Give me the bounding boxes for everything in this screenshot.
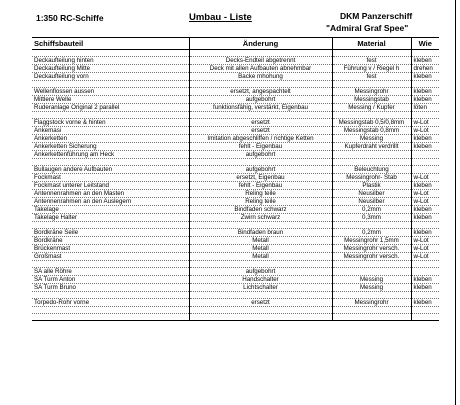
cell-material: Führung v / Riegel h <box>332 65 411 73</box>
cell-part: Antennenrahmen an den Masten <box>32 190 189 198</box>
cell-change <box>189 222 332 229</box>
cell-change: Metall <box>189 245 332 253</box>
cell-part: SA Turm Bruno <box>32 284 189 292</box>
cell-how: löten <box>411 104 439 112</box>
cell-how <box>411 159 439 166</box>
table-row <box>32 174 439 182</box>
table-row <box>32 112 439 119</box>
cell-change: Reling teile <box>189 190 332 198</box>
table-row <box>32 182 439 190</box>
cell-material: Neusilber <box>332 190 411 198</box>
cell-how: w-Lot <box>411 245 439 253</box>
table-row <box>32 253 439 261</box>
cell-part <box>32 81 189 88</box>
cell-part <box>32 222 189 229</box>
cell-material <box>332 261 411 268</box>
cell-part: Fockmast <box>32 174 189 182</box>
cell-change <box>189 261 332 268</box>
cell-material: Messingstab 0,5/0,8mm <box>332 119 411 127</box>
cell-material: 0,2mm <box>332 206 411 214</box>
cell-how: kleben <box>411 73 439 81</box>
cell-change: ersetzt <box>189 127 332 135</box>
table-row <box>32 245 439 253</box>
table-row <box>32 81 439 88</box>
cell-change: fehlt - Eigenbau <box>189 182 332 190</box>
table-row <box>32 166 439 174</box>
cell-how: drehen <box>411 65 439 73</box>
scale-label: 1:350 RC-Schiffe <box>36 13 104 23</box>
cell-change: Metall <box>189 237 332 245</box>
cell-part <box>32 261 189 268</box>
model-name-line2: "Admiral Graf Spee" <box>326 23 409 33</box>
cell-change: ersetzt, Eigenbau <box>189 174 332 182</box>
cell-how: kleben <box>411 135 439 143</box>
table-header-row <box>32 38 439 50</box>
column-header-change: Änderung <box>189 38 332 50</box>
cell-how <box>411 222 439 229</box>
cell-material: Messing <box>332 276 411 284</box>
cell-change: ersetzt <box>189 119 332 127</box>
modification-table <box>32 37 439 321</box>
cell-part: Brückenmast <box>32 245 189 253</box>
column-header-how: Wie <box>411 38 439 50</box>
cell-change: funktionsfähig, verstärkt, Eigenbau <box>189 104 332 112</box>
cell-change: Handschalter <box>189 276 332 284</box>
cell-material: Messingstab 0,8mm <box>332 127 411 135</box>
cell-how <box>411 314 439 321</box>
cell-material: Messingrohr- Stab <box>332 174 411 182</box>
cell-change: Bindfaden braun <box>189 229 332 237</box>
cell-part: Ankemasi <box>32 127 189 135</box>
cell-how: w-Lot <box>411 198 439 206</box>
cell-part <box>32 314 189 321</box>
table-row <box>32 198 439 206</box>
table-row <box>32 119 439 127</box>
cell-material: Messingrohr versch. <box>332 253 411 261</box>
cell-change: aufgebohrt <box>189 151 332 159</box>
cell-part: Ruderanlage Original 2 parallel <box>32 104 189 112</box>
cell-material: Messingrohr 1,5mm <box>332 237 411 245</box>
cell-change <box>189 292 332 299</box>
table-row <box>32 237 439 245</box>
cell-material <box>332 268 411 276</box>
cell-how: kleben <box>411 276 439 284</box>
table-row <box>32 143 439 151</box>
cell-how <box>411 50 439 57</box>
table-row <box>32 276 439 284</box>
cell-how: kleben <box>411 299 439 307</box>
table-row <box>32 314 439 321</box>
table-row <box>32 214 439 222</box>
cell-how: w-Lot <box>411 119 439 127</box>
table-row <box>32 50 439 57</box>
cell-material <box>332 151 411 159</box>
table-body <box>32 50 439 321</box>
cell-material: Messingrohr versch. <box>332 245 411 253</box>
cell-how <box>411 261 439 268</box>
cell-change <box>189 50 332 57</box>
table-row <box>32 57 439 65</box>
cell-change: ersetzt, angespachtelt <box>189 88 332 96</box>
cell-material: fest <box>332 73 411 81</box>
cell-part <box>32 292 189 299</box>
cell-part <box>32 159 189 166</box>
cell-how <box>411 292 439 299</box>
cell-change: Imitation abgeschliffen / richtige Ketten <box>189 135 332 143</box>
cell-material: Plastik <box>332 182 411 190</box>
cell-part <box>32 307 189 314</box>
cell-how <box>411 151 439 159</box>
table-row <box>32 151 439 159</box>
cell-change <box>189 314 332 321</box>
cell-how: kleben <box>411 182 439 190</box>
column-header-part: Schiffsbauteil <box>32 38 189 50</box>
cell-how: kleben <box>411 96 439 104</box>
cell-how: kleben <box>411 88 439 96</box>
cell-material: Messing <box>332 284 411 292</box>
cell-change: Decks-Endteil abgetrennt <box>189 57 332 65</box>
model-name-line1: DKM Panzerschiff <box>340 11 413 21</box>
cell-material: 0,3mm <box>332 214 411 222</box>
cell-how: w-Lot <box>411 190 439 198</box>
document-title: Umbau - Liste <box>189 12 252 23</box>
cell-material: Beleuchtung <box>332 166 411 174</box>
cell-part <box>32 50 189 57</box>
cell-how: kleben <box>411 229 439 237</box>
cell-part: Deckaufteilung hinten <box>32 57 189 65</box>
cell-part: Ankerketten <box>32 135 189 143</box>
table-row <box>32 135 439 143</box>
cell-change <box>189 112 332 119</box>
cell-material: Messingrohr <box>332 299 411 307</box>
cell-material: Messing / Kupfer <box>332 104 411 112</box>
cell-how <box>411 268 439 276</box>
cell-change: Deck mit allen Aufbauten abnehmbar <box>189 65 332 73</box>
cell-change: ersetzt <box>189 299 332 307</box>
cell-part: Ankerkettenführung am Heck <box>32 151 189 159</box>
cell-change: Metall <box>189 253 332 261</box>
cell-change <box>189 81 332 88</box>
table-row <box>32 268 439 276</box>
table-row <box>32 104 439 112</box>
cell-change: Lichtschalter <box>189 284 332 292</box>
cell-part: Takelage Halter <box>32 214 189 222</box>
cell-change: aufgebohrt <box>189 96 332 104</box>
cell-part: Bordkräne <box>32 237 189 245</box>
cell-change <box>189 307 332 314</box>
cell-change: Reling teile <box>189 198 332 206</box>
cell-material: 0,2mm <box>332 229 411 237</box>
cell-how: w-Lot <box>411 127 439 135</box>
table-row <box>32 307 439 314</box>
cell-material: Neusilber <box>332 198 411 206</box>
page-edge-rule <box>455 0 456 405</box>
cell-how <box>411 166 439 174</box>
column-header-material: Material <box>332 38 411 50</box>
table-row <box>32 88 439 96</box>
cell-material: Messingstab <box>332 96 411 104</box>
cell-part: Mittlere Welle <box>32 96 189 104</box>
cell-part: Takelage <box>32 206 189 214</box>
cell-how: w-Lot <box>411 253 439 261</box>
cell-how: kleben <box>411 206 439 214</box>
cell-material <box>332 81 411 88</box>
table-row <box>32 261 439 268</box>
cell-change: Backe mhohung <box>189 73 332 81</box>
cell-change: fehlt - Eigenbau <box>189 143 332 151</box>
cell-change <box>189 159 332 166</box>
cell-material: Kupferdraht verdrillt <box>332 143 411 151</box>
cell-material <box>332 112 411 119</box>
cell-how: kleben <box>411 57 439 65</box>
cell-part: Großmast <box>32 253 189 261</box>
table-row <box>32 206 439 214</box>
cell-part: Ankerketten Sicherung <box>32 143 189 151</box>
cell-how: kleben <box>411 143 439 151</box>
cell-change: Bindfaden schwarz <box>189 206 332 214</box>
cell-part: Fockmast unterer Leitstand <box>32 182 189 190</box>
cell-part: Flaggstock vorne & hinten <box>32 119 189 127</box>
table-row <box>32 159 439 166</box>
table-row <box>32 284 439 292</box>
table-row <box>32 292 439 299</box>
cell-part: SA Turm Anton <box>32 276 189 284</box>
cell-part: Deckaufteilung Mitte <box>32 65 189 73</box>
cell-change: aufgebohrt <box>189 268 332 276</box>
cell-how <box>411 81 439 88</box>
cell-part: Bullaugen andere Aufbauten <box>32 166 189 174</box>
table-row <box>32 299 439 307</box>
cell-change: Zwirn schwarz <box>189 214 332 222</box>
table-row <box>32 127 439 135</box>
table-row <box>32 73 439 81</box>
cell-material <box>332 222 411 229</box>
cell-part: Deckaufteilung vorn <box>32 73 189 81</box>
cell-material: fest <box>332 57 411 65</box>
cell-material: Messingrohr <box>332 88 411 96</box>
cell-how: w-Lot <box>411 174 439 182</box>
cell-material <box>332 307 411 314</box>
cell-part: Torpedo-Rohr vorne <box>32 299 189 307</box>
cell-part: Bordkräne Seile <box>32 229 189 237</box>
cell-material <box>332 314 411 321</box>
cell-material: Messing <box>332 135 411 143</box>
table-row <box>32 222 439 229</box>
cell-how: kleben <box>411 214 439 222</box>
document-header <box>0 0 460 38</box>
cell-change: aufgebohrt <box>189 166 332 174</box>
cell-how <box>411 112 439 119</box>
table-row <box>32 65 439 73</box>
cell-material <box>332 292 411 299</box>
table-row <box>32 229 439 237</box>
cell-part <box>32 112 189 119</box>
cell-how: kleben <box>411 284 439 292</box>
cell-part: Wellenflossen aussen <box>32 88 189 96</box>
cell-material <box>332 159 411 166</box>
cell-material <box>332 50 411 57</box>
table-row <box>32 190 439 198</box>
cell-part: Antennenrahmen an den Auslegern <box>32 198 189 206</box>
cell-how: w-Lot <box>411 237 439 245</box>
table-row <box>32 96 439 104</box>
cell-how <box>411 307 439 314</box>
cell-part: SA alle Röhre <box>32 268 189 276</box>
